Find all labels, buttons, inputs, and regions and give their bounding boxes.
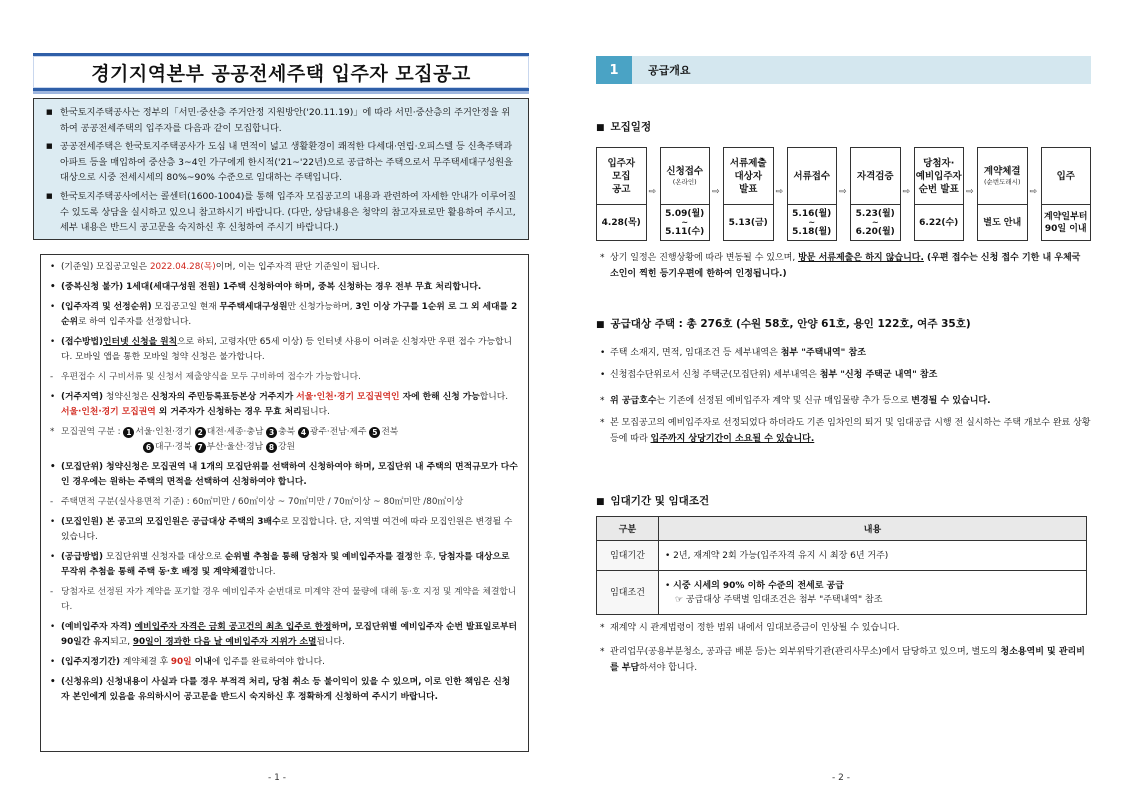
arrow-right-icon: ⇨ xyxy=(712,187,720,197)
supply-details: • 주택 소재지, 면적, 임대조건 등 세부내역은 첨부 "주택내역" 참조 • 신청접수단위로서 신청 주택군(모집단위) 세부내역은 첨부 "신청 주택군 내역" 참조 * 위 공급호수는 기존에 선정된 예비입주자 계약 및 신규 매입물량 추가 등으로 변경될 수 있습니다. * 본 모집공고의 예비입주자로 선정되었다 하더라도 기존 임차인의 퇴거 및 임대공급 시행 전 실시하는 주택 개보수 완료 상황 등에 따라 입주까지 상당기간이 소요될 수 있습니다. xyxy=(596,345,1091,447)
schedule-step-date: 5.09(월) ~ 5.11(수) xyxy=(665,208,705,237)
notice-residence: • (거주지역) 청약신청은 신청자의 주민등록표등본상 거주지가 서울·인천·경기 모집권역인 자에 한해 신청 가능합니다. 서울·인천·경기 모집권역 외 거주자가 신청하는 경우 무효 처리됩니다. xyxy=(49,390,518,421)
notice-unit: • (모집단위) 청약신청은 모집권역 내 1개의 모집단위를 선택하여 신청하여야 하며, 모집단위 내 주택의 면적규모가 다수인 경우에는 원하는 주택의 면적을 선택하여 신청하여야 합니다. xyxy=(49,460,518,491)
schedule-step-label: 자격검증 xyxy=(851,148,900,205)
lease-notes: * 재계약 시 관계법령이 정한 범위 내에서 임대보증금이 인상될 수 있습니다. * 관리업무(공용부분청소, 공과금 배분 등)는 외부위탁기관(관리사무소)에서 담당하고 있으며, 별도의 청소용역비 및 관리비를 부담하셔야 합니다. xyxy=(596,620,1091,676)
page-1 xyxy=(0,0,560,793)
page-2 xyxy=(560,0,1121,793)
schedule-step-label: 당첨자· 예비입주자 순번 발표 xyxy=(915,148,964,205)
notice-regions: * 모집권역 구분 : 1 서울·인천·경기 2 대전·세종·충남 3 충북 4 광주·전남·제주 5 전북 6 대구·경북 7 부산·울산·경남 8 강원 xyxy=(49,425,518,456)
arrow-right-icon: ⇨ xyxy=(775,187,784,197)
table-cell: • 2년, 재계약 2회 가능(입주자격 유지 시 최장 6년 거주) xyxy=(659,541,1087,571)
section-number: 1 xyxy=(596,56,632,84)
schedule-step-date: 계약일부터 90일 이내 xyxy=(1044,211,1088,234)
schedule-step-date: 6.22(수) xyxy=(919,217,959,228)
schedule-step xyxy=(660,147,711,241)
table-cell: 임대조건 xyxy=(597,571,659,615)
table-row xyxy=(597,571,1087,615)
schedule-step xyxy=(596,147,647,241)
notice-mail: - 우편접수 시 구비서류 및 신청서 제출양식을 모두 구비하여 접수가 가능합니다. xyxy=(49,370,518,385)
arrow-right-icon: ⇨ xyxy=(1029,187,1038,197)
table-header-row xyxy=(597,517,1087,541)
arrow-right-icon: ⇨ xyxy=(839,187,847,197)
table-header-cell: 구분 xyxy=(597,517,659,541)
schedule-step-label: 입주 xyxy=(1042,148,1091,205)
schedule-step-date: 별도 안내 xyxy=(983,217,1022,228)
section-header xyxy=(596,56,1091,84)
schedule-step-label: 입주자 모집 공고 xyxy=(597,148,646,205)
notice-reserve: • (예비입주자 자격) 예비입주자 자격은 금회 공고건의 최초 입주로 한정하며, 모집단위별 예비입주자 순번 발표일로부터 90일간 유지되고, 90일이 경과한 다음 날 예비입주자 지위가 소멸됩니다. xyxy=(49,620,518,651)
schedule-step xyxy=(977,147,1028,241)
page-number: - 1 - xyxy=(268,773,286,783)
section-title: 공급개요 xyxy=(648,64,691,77)
table-cell: • 시중 시세의 90% 이하 수준의 전세로 공급 ☞ 공급대상 주택별 임대조건은 첨부 "주택내역" 참조 xyxy=(659,571,1087,615)
schedule-step xyxy=(787,147,838,241)
notice-no-duplicate: • (중복신청 불가) 1세대(세대구성원 전원) 1주택 신청하여야 하며, 중복 신청하는 경우 전부 무효 처리합니다. xyxy=(49,280,518,295)
notice-headcount: • (모집인원) 본 공고의 모집인원은 공급대상 주택의 3배수로 모집합니다. 단, 지역별 여건에 따라 모집인원은 변경될 수 있습니다. xyxy=(49,515,518,546)
schedule-step-date: 4.28(목) xyxy=(601,217,641,228)
schedule-step xyxy=(723,147,774,241)
schedule-step-date: 5.13(금) xyxy=(728,217,768,228)
notice-box xyxy=(40,254,529,752)
schedule-note: * 상기 일정은 진행상황에 따라 변동될 수 있으며, 방문 서류제출은 하지 않습니다. (우편 접수는 신청 접수 기한 내 우체국 소인이 찍힌 등기우편에 한하여 인정됩니다.) xyxy=(596,250,1091,282)
intro-item: ■ 한국토지주택공사는 정부의「서민·중산층 주거안정 지원방안('20.11.19)」에 따라 서민·중산층의 주거안정을 위하여 공공전세주택의 입주자를 다음과 같이 모집합니다. xyxy=(44,105,518,136)
supply-heading: ■ 공급대상 주택 : 총 276호 (수원 58호, 안양 61호, 용인 122호, 여주 35호) xyxy=(596,316,971,331)
table-cell: 임대기간 xyxy=(597,541,659,571)
schedule-step-label: 서류제출 대상자 발표 xyxy=(724,148,773,205)
schedule-step-label: 계약체결 (순번도래시) xyxy=(978,148,1027,205)
notice-base-date: • (기준일) 모집공고일은 2022.04.28(목)이며, 이는 입주자격 판단 기준일이 됩니다. xyxy=(49,260,518,275)
schedule-heading: ■ 모집일정 xyxy=(596,119,651,134)
document-title: 경기지역본부 공공전세주택 입주자 모집공고 xyxy=(33,53,529,91)
notice-forfeit: - 당첨자로 선정된 자가 계약을 포기할 경우 예비입주자 순번대로 미계약 잔여 물량에 대해 동·호 지정 및 계약을 체결합니다. xyxy=(49,585,518,616)
intro-item: ■ 공공전세주택은 한국토지주택공사가 도심 내 면적이 넓고 생활환경이 쾌적한 다세대·연립·오피스텔 등 신축주택과 아파트 등을 매입하여 중산층 3~4인 가구에게 한시적('21~'22년)으로 공급하는 주택으로서 무주택세대구성원을 대상으로 시중 전세시세의 80%~90% 수준으로 임대하는 주택입니다. xyxy=(44,139,518,186)
lease-table xyxy=(596,516,1087,615)
arrow-right-icon: ⇨ xyxy=(902,187,911,197)
schedule-step xyxy=(850,147,901,241)
schedule-flow xyxy=(596,147,1091,242)
intro-item: ■ 한국토지주택공사에서는 콜센터(1600-1004)를 통해 입주자 모집공고의 내용과 관련하여 자세한 안내가 이루어질 수 있도록 상담을 실시하고 있으니 참고하시기 바랍니다. (다만, 상담내용은 청약의 참고자료로만 활용하여 주시고, 세부 내용은 반드시 공고문을 숙지하신 후 신청하여 주시기 바랍니다.) xyxy=(44,189,518,236)
schedule-step-label: 서류접수 xyxy=(788,148,837,205)
schedule-step-label: 신청접수 (온라인) xyxy=(661,148,710,205)
table-row xyxy=(597,541,1087,571)
notice-eligibility: • (입주자격 및 선정순위) 모집공고일 현재 무주택세대구성원만 신청가능하며, 3인 이상 가구를 1순위 로 그 외 세대를 2순위로 하여 입주자를 선정합니다. xyxy=(49,300,518,331)
schedule-step-date: 5.23(월) ~ 6.20(월) xyxy=(855,208,895,237)
notice-area: - 주택면적 구분(실사용면적 기준) : 60㎡미만 / 60㎡이상 ~ 70㎡미만 / 70㎡이상 ~ 80㎡미만 /80㎡이상 xyxy=(49,495,518,510)
arrow-right-icon: ⇨ xyxy=(648,187,657,197)
notice-supply-method: • (공급방법) 모집단위별 신청자를 대상으로 순위별 추첨을 통해 당첨자 및 예비입주자를 결정한 후, 당첨자를 대상으로 무작위 추첨을 통해 주택 동·호 배정 및 계약체결합니다. xyxy=(49,550,518,581)
notice-method: • (접수방법)인터넷 신청을 원칙으로 하되, 고령자(만 65세 이상) 등 인터넷 사용이 어려운 신청자만 우편 접수 가능합니다. 모바일 앱을 통한 모바일 청약 신청은 불가합니다. xyxy=(49,335,518,366)
notice-caution: • (신청유의) 신청내용이 사실과 다를 경우 부적격 처리, 당첨 취소 등 불이익이 있을 수 있으며, 이로 인한 책임은 신청자 본인에게 있음을 유의하시어 공고문을 반드시 숙지하신 후 정확하게 신청하여 주시기 바랍니다. xyxy=(49,675,518,706)
arrow-right-icon: ⇨ xyxy=(966,187,974,197)
notice-move-in: • (입주지정기간) 계약체결 후 90일 이내에 입주를 완료하여야 합니다. xyxy=(49,655,518,670)
schedule-step-date: 5.16(월) ~ 5.18(월) xyxy=(792,208,832,237)
table-header-cell: 내용 xyxy=(659,517,1087,541)
lease-heading: ■ 임대기간 및 임대조건 xyxy=(596,493,709,508)
schedule-step xyxy=(914,147,965,241)
schedule-step xyxy=(1041,147,1092,241)
intro-box xyxy=(33,98,529,240)
page-number: - 2 - xyxy=(832,773,850,783)
